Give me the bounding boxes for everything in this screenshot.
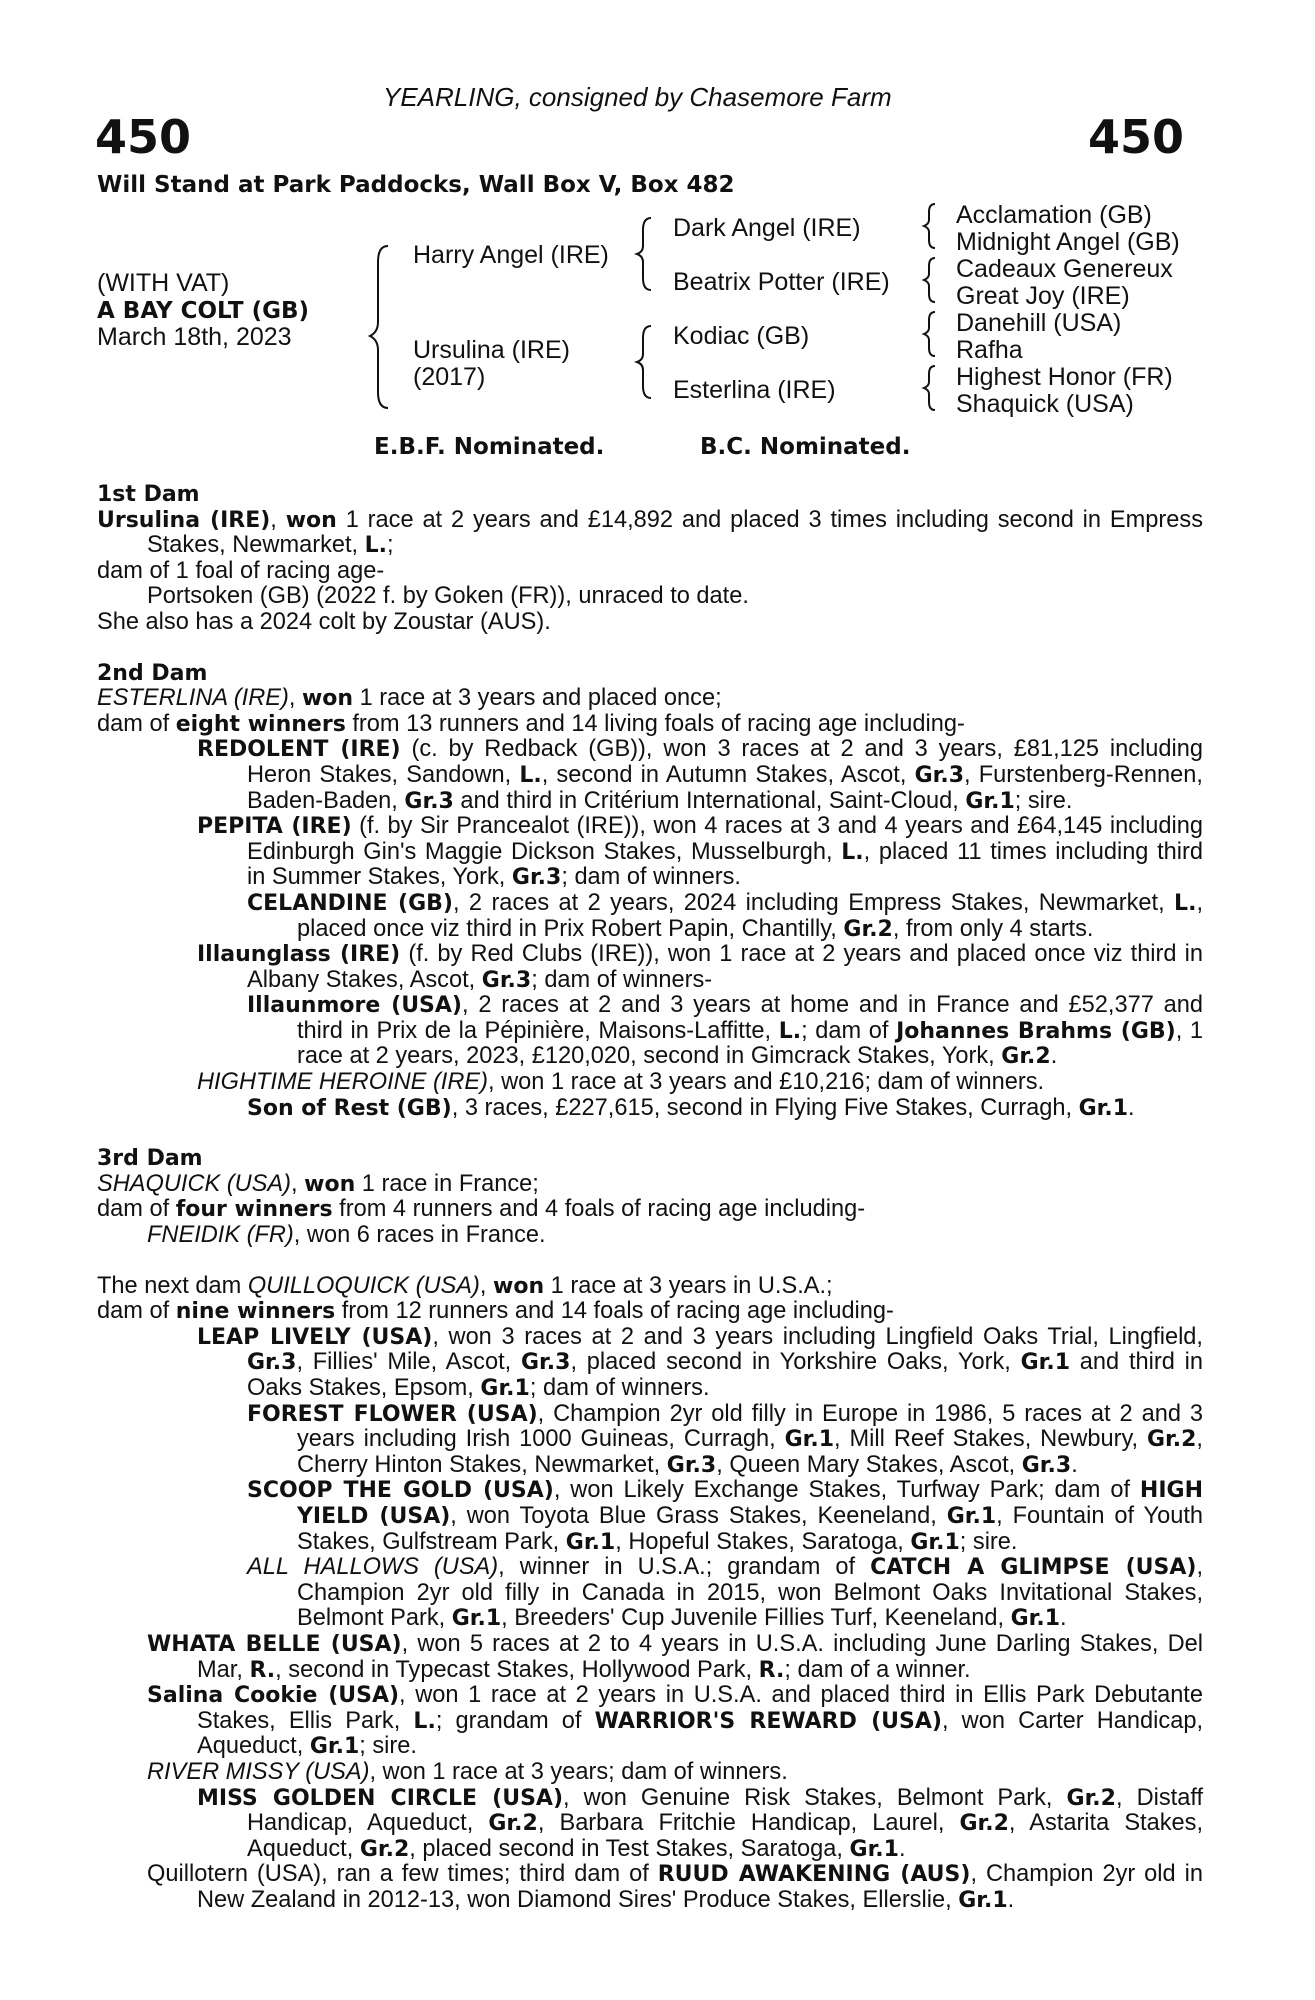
dam-dam: Esterlina (IRE) — [673, 376, 836, 404]
second-dam-heading: 2nd Dam — [97, 660, 208, 686]
produce-forest-flower: FOREST FLOWER (USA), Champion 2yr old filly in Europe in 1986, 5 races at 2 and 3 years including Irish 1000 Guineas, Curragh, Gr.1, Mill Reef Stakes, Newbury, Gr.2, Cherry Hinton Stakes, Newmarket, Gr.3, Queen Mary Stakes, Ascot, Gr.3. — [247, 1400, 1203, 1478]
first-dam-entry: Ursulina (IRE), won 1 race at 2 years and £14,892 and placed 3 times including second in Empress Stakes, Newmarket, L.; — [97, 506, 1203, 559]
horse-name: A BAY COLT (GB) — [97, 298, 310, 324]
lot-number-right: 450 — [1088, 110, 1185, 164]
gg-1: Acclamation (GB) — [956, 201, 1152, 229]
produce-portsoken: Portsoken (GB) (2022 f. by Goken (FR)), unraced to date. — [147, 583, 749, 610]
gg-7: Highest Honor (FR) — [956, 363, 1173, 391]
lot-number-left: 450 — [95, 110, 192, 164]
first-dam-produce-intro: dam of 1 foal of racing age- — [97, 557, 385, 584]
produce-miss-golden-circle: MISS GOLDEN CIRCLE (USA), won Genuine Risk Stakes, Belmont Park, Gr.2, Distaff Handicap, Aqueduct, Gr.2, Barbara Fritchie Handicap, Laurel, Gr.2, Astarita Stakes, Aqueduct, Gr.2, placed second in Test Stakes, Saratoga, Gr.1. — [197, 1784, 1204, 1862]
sale-subtitle: YEARLING, consigned by Chasemore Farm — [383, 82, 892, 112]
produce-redolent: REDOLENT (IRE) (c. by Redback (GB)), won 3 races at 2 and 3 years, £81,125 including Heron Stakes, Sandown, L., second in Autumn Stakes, Ascot, Gr.3, Furstenberg-Rennen, Baden-Baden, Gr.3 and third in Critérium International, Saint-Cloud, Gr.1; sire. — [197, 736, 1203, 814]
gg-2: Midnight Angel (GB) — [956, 228, 1180, 256]
dam-sire: Kodiac (GB) — [673, 322, 810, 350]
next-dam-produce-intro: dam of nine winners from 12 runners and 14 foals of racing age including- — [97, 1298, 894, 1325]
third-dam-heading: 3rd Dam — [97, 1146, 203, 1172]
second-dam-entry: ESTERLINA (IRE), won 1 race at 3 years and placed once; — [97, 685, 722, 712]
sire-sire: Dark Angel (IRE) — [673, 214, 861, 242]
produce-whata-belle: WHATA BELLE (USA), won 5 races at 2 to 4 years in U.S.A. including June Darling Stakes, Del Mar, R., second in Typecast Stakes, Hollywood Park, R.; dam of a winner. — [147, 1630, 1203, 1683]
gg-4: Great Joy (IRE) — [956, 282, 1130, 310]
produce-hightime-heroine: HIGHTIME HEROINE (IRE), won 1 race at 3 years and £10,216; dam of winners. — [197, 1069, 1045, 1096]
sire: Harry Angel (IRE) — [413, 241, 609, 269]
produce-pepita: PEPITA (IRE) (f. by Sir Prancealot (IRE)), won 4 races at 3 and 4 years and £64,145 including Edinburgh Gin's Maggie Dickson Stakes, Musselburgh, L., placed 11 times including third in Summer Stakes, York, Gr.3; dam of winners. — [197, 813, 1204, 891]
next-dam-entry: The next dam QUILLOQUICK (USA), won 1 race at 3 years in U.S.A.; — [97, 1272, 833, 1299]
gg-8: Shaquick (USA) — [956, 390, 1134, 418]
dam-year: (2017) — [413, 363, 486, 391]
produce-celandine: CELANDINE (GB), 2 races at 2 years, 2024 including Empress Stakes, Newmarket, L., placed once viz third in Prix Robert Papin, Chantilly, Gr.2, from only 4 starts. — [247, 889, 1203, 942]
produce-2024-colt: She also has a 2024 colt by Zoustar (AUS). — [97, 608, 551, 635]
gg-3: Cadeaux Genereux — [956, 255, 1173, 283]
bc-nominated: B.C. Nominated. — [700, 434, 911, 460]
catalogue-body — [97, 482, 1203, 1913]
produce-illaunmore: Illaunmore (USA), 2 races at 2 and 3 years at home and in France and £52,377 and third in Prix de la Pépinière, Maisons-Laffitte, L.; dam of Johannes Brahms (GB), 1 race at 2 years, 2023, £120,020, second in Gimcrack Stakes, York, Gr.2. — [247, 992, 1204, 1070]
vat-note: (WITH VAT) — [97, 269, 230, 297]
ebf-nominated: E.B.F. Nominated. — [374, 434, 605, 460]
produce-illaunglass: Illaunglass (IRE) (f. by Red Clubs (IRE)), won 1 race at 2 years and placed once viz third in Albany Stakes, Ascot, Gr.3; dam of winners- — [197, 941, 1204, 993]
produce-fneidik: FNEIDIK (FR), won 6 races in France. — [147, 1222, 546, 1249]
third-dam-entry: SHAQUICK (USA), won 1 race in France; — [97, 1170, 539, 1197]
gg-5: Danehill (USA) — [956, 309, 1122, 337]
third-dam-produce-intro: dam of four winners from 4 runners and 4 foals of racing age including- — [97, 1196, 866, 1223]
date-of-birth: March 18th, 2023 — [97, 323, 292, 351]
produce-leap-lively: LEAP LIVELY (USA), won 3 races at 2 and 3 years including Lingfield Oaks Trial, Lingfield, Gr.3, Fillies' Mile, Ascot, Gr.3, placed second in Yorkshire Oaks, York, Gr.1 and third in Oaks Stakes, Epsom, Gr.1; dam of winners. — [197, 1323, 1203, 1401]
second-dam-produce-intro: dam of eight winners from 13 runners and 14 living foals of racing age including- — [97, 710, 965, 737]
produce-son-of-rest: Son of Rest (GB), 3 races, £227,615, second in Flying Five Stakes, Curragh, Gr.1. — [247, 1094, 1135, 1121]
first-dam-heading: 1st Dam — [97, 482, 200, 507]
produce-quillotern: Quillotern (USA), ran a few times; third dam of RUUD AWAKENING (AUS), Champion 2yr old in New Zealand in 2012-13, won Diamond Sires' Produce Stakes, Ellerslie, Gr.1. — [147, 1861, 1203, 1913]
stand-location: Will Stand at Park Paddocks, Wall Box V, Box 482 — [97, 172, 735, 198]
produce-river-missy: RIVER MISSY (USA), won 1 race at 3 years; dam of winners. — [147, 1758, 788, 1785]
produce-scoop-the-gold: SCOOP THE GOLD (USA), won Likely Exchange Stakes, Turfway Park; dam of HIGH YIELD (USA), won Toyota Blue Grass Stakes, Keeneland, Gr.1, Fountain of Youth Stakes, Gulfstream Park, Gr.1, Hopeful Stakes, Saratoga, Gr.1; sire. — [247, 1477, 1203, 1555]
dam: Ursulina (IRE) — [413, 336, 570, 364]
produce-all-hallows: ALL HALLOWS (USA), winner in U.S.A.; grandam of CATCH A GLIMPSE (USA), Champion 2yr old filly in Canada in 2015, won Belmont Oaks Invitational Stakes, Belmont Park, Gr.1, Breeders' Cup Juvenile Fillies Turf, Keeneland, Gr.1. — [247, 1554, 1204, 1632]
gg-6: Rafha — [956, 336, 1023, 364]
produce-salina-cookie: Salina Cookie (USA), won 1 race at 2 years in U.S.A. and placed third in Ellis Park Debutante Stakes, Ellis Park, L.; grandam of WARRIOR'S REWARD (USA), won Carter Handicap, Aqueduct, Gr.1; sire. — [147, 1682, 1203, 1760]
sire-dam: Beatrix Potter (IRE) — [673, 268, 890, 296]
